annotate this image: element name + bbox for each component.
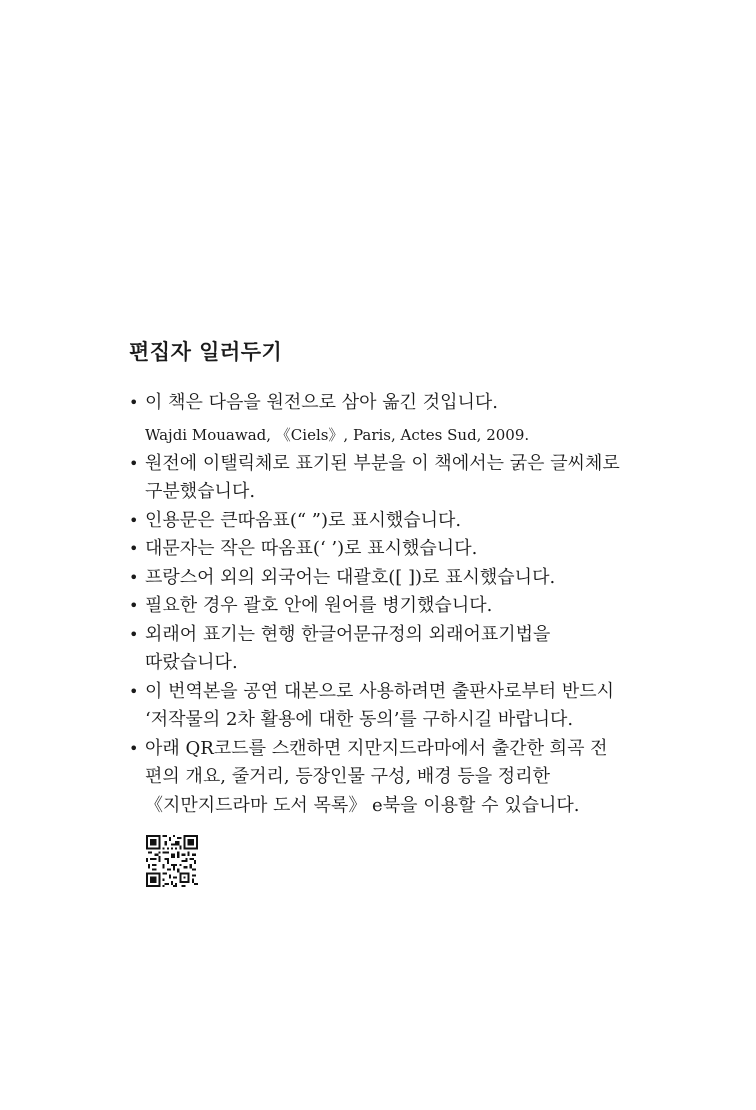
item-line: 프랑스어 외의 외국어는 대괄호([ ])로 표시했습니다. bbox=[145, 566, 556, 588]
list-item bbox=[129, 507, 629, 536]
list-item bbox=[129, 678, 629, 735]
notes-title: 편집자 일러두기 bbox=[129, 340, 283, 364]
list-item bbox=[129, 389, 629, 450]
item-line: 필요한 경우 괄호 안에 원어를 병기했습니다. bbox=[145, 595, 493, 616]
bullet-icon: • bbox=[129, 539, 139, 558]
qr-code-icon[interactable] bbox=[146, 835, 198, 887]
bullet-icon: • bbox=[129, 393, 139, 412]
item-line: 대문자는 작은 따옴표(‘ ’)로 표시했습니다. bbox=[145, 538, 478, 559]
item-line: 편의 개요, 줄거리, 등장인물 구성, 배경 등을 정리한 bbox=[145, 766, 550, 787]
item-line: 외래어 표기는 현행 한글어문규정의 외래어표기법을 bbox=[145, 623, 551, 645]
editor-notes bbox=[129, 337, 629, 820]
notes-list bbox=[129, 389, 629, 820]
list-item bbox=[129, 564, 629, 593]
bullet-icon: • bbox=[129, 567, 139, 587]
bullet-icon: • bbox=[129, 681, 139, 701]
item-line: 인용문은 큰따옴표(“ ”)로 표시했습니다. bbox=[145, 509, 462, 531]
bullet-icon: • bbox=[129, 510, 139, 530]
list-item bbox=[129, 621, 629, 678]
source-citation: Wajdi Mouawad, 《Ciels》, Paris, Actes Sud, 2009. bbox=[145, 425, 530, 444]
item-line: 원전에 이탤릭체로 표기된 부분을 이 책에서는 굵은 글씨체로 bbox=[145, 452, 620, 474]
list-item bbox=[129, 592, 629, 621]
bullet-icon: • bbox=[129, 596, 139, 615]
item-line: ‘저작물의 2차 활용에 대한 동의’를 구하시길 바랍니다. bbox=[145, 709, 574, 730]
item-line: 구분했습니다. bbox=[145, 481, 256, 502]
item-line: 따랐습니다. bbox=[145, 652, 238, 673]
item-line: 《지만지드라마 도서 목록》 e북을 이용할 수 있습니다. bbox=[145, 794, 580, 816]
bullet-icon: • bbox=[129, 738, 139, 758]
list-item bbox=[129, 535, 629, 564]
item-line: 이 번역본을 공연 대본으로 사용하려면 출판사로부터 반드시 bbox=[145, 680, 615, 702]
list-item bbox=[129, 735, 629, 821]
list-item bbox=[129, 450, 629, 507]
item-line: 아래 QR코드를 스캔하면 지만지드라마에서 출간한 희곡 전 bbox=[145, 737, 608, 759]
bullet-icon: • bbox=[129, 624, 139, 644]
item-line: 이 책은 다음을 원전으로 삼아 옮긴 것입니다. bbox=[145, 392, 499, 413]
bullet-icon: • bbox=[129, 453, 139, 473]
